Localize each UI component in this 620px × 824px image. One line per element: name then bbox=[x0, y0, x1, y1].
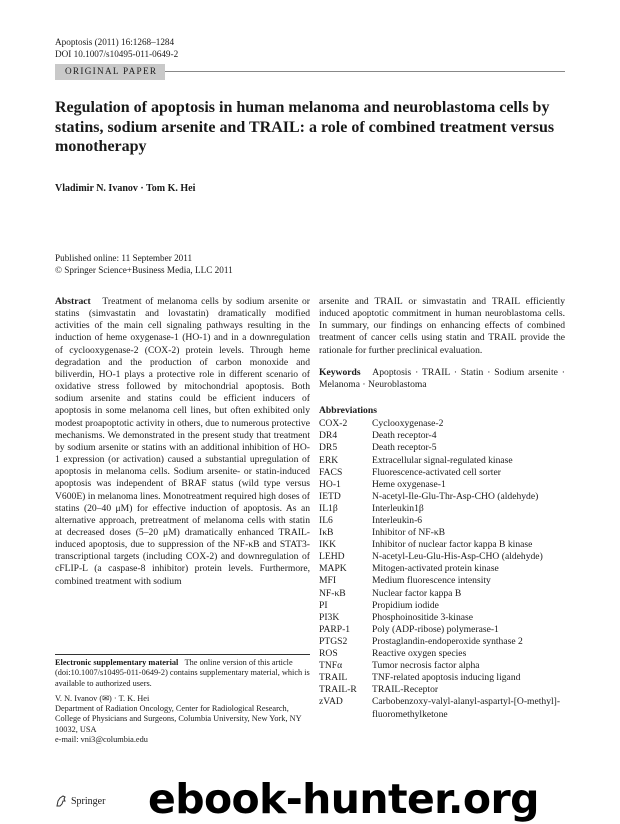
article-title: Regulation of apoptosis in human melanoma and neuroblastoma cells by statins, sodium arsenite and TRAIL: a role of combined treatment versus monotherapy bbox=[55, 99, 555, 155]
abbreviation-row bbox=[319, 696, 565, 720]
abbreviation-term: IKK bbox=[319, 539, 337, 551]
section-band bbox=[55, 64, 565, 80]
publication-info bbox=[55, 252, 233, 276]
abbreviation-term: HO-1 bbox=[319, 478, 341, 490]
abbreviation-row bbox=[319, 442, 565, 454]
abbreviation-term: MFI bbox=[319, 575, 337, 587]
watermark: ebook-hunter.org bbox=[148, 775, 539, 823]
abbreviation-row bbox=[319, 563, 565, 575]
abbreviation-definition: TNF-related apoptosis inducing ligand bbox=[372, 672, 521, 684]
footnotes bbox=[55, 654, 310, 745]
abbreviation-row bbox=[319, 660, 565, 672]
abbreviation-definition: Medium fluorescence intensity bbox=[372, 575, 491, 587]
abbreviation-row bbox=[319, 418, 565, 430]
abstract-continued: arsenite and TRAIL or simvastatin and TRAIL efficiently induced apoptotic commitment in human neuroblastoma cells. In summary, our findings on enhancing effects of combined treatment of cancer cells using statin and TRAIL provide the rationale for further preclinical evaluation. bbox=[319, 296, 565, 356]
abbreviation-definition: Propidium iodide bbox=[372, 599, 439, 611]
abbreviation-term: IL6 bbox=[319, 515, 333, 526]
abbreviation-row bbox=[319, 515, 565, 527]
abbreviation-definition: Carbobenzoxy-valyl-alanyl-aspartyl-[O-methyl]-fluoromethylketone bbox=[372, 696, 561, 720]
doi: DOI 10.1007/s10495-011-0649-2 bbox=[55, 48, 179, 59]
affiliation-email: e-mail: vni3@columbia.edu bbox=[55, 735, 148, 745]
abbreviations-list bbox=[319, 418, 565, 720]
abbreviation-term: LEHD bbox=[319, 551, 345, 563]
springer-label: Springer bbox=[71, 795, 106, 807]
left-column bbox=[55, 296, 310, 588]
abbreviation-term: TRAIL-R bbox=[319, 684, 357, 696]
abbreviation-definition: Phosphoinositide 3-kinase bbox=[372, 611, 473, 623]
abbreviation-definition: Interleukin-6 bbox=[372, 515, 423, 526]
abbreviation-term: TNFα bbox=[319, 660, 343, 672]
abbreviation-definition: Interleukin1β bbox=[372, 502, 424, 514]
abstract-label: Abstract bbox=[55, 296, 91, 307]
abbreviations-heading: Abbreviations bbox=[319, 405, 377, 417]
abbreviation-definition: Reactive oxygen species bbox=[372, 648, 467, 660]
abbreviation-term: IETD bbox=[319, 490, 341, 502]
affiliation-dept: Department of Radiation Oncology, Center for Radiological Research, College of Physicians and Surgeons, Columbia University, New York, NY 10032, USA bbox=[55, 704, 302, 734]
keywords bbox=[319, 367, 565, 391]
esm-text: The online version of this article (doi:10.1007/s10495-011-0649-2) contains supplementary material, which is available to authorized users. bbox=[55, 658, 310, 688]
abbreviation-term: ERK bbox=[319, 454, 339, 466]
abbreviation-term: NF-κB bbox=[319, 587, 346, 599]
keywords-label: Keywords bbox=[319, 366, 361, 378]
abbreviation-term: COX-2 bbox=[319, 418, 348, 430]
abbreviation-row bbox=[319, 648, 565, 660]
abbreviation-definition: N-acetyl-Ile-Glu-Thr-Asp-CHO (aldehyde) bbox=[372, 490, 539, 502]
affiliation bbox=[55, 694, 310, 745]
abbreviation-term: DR4 bbox=[319, 430, 338, 442]
abbreviation-term: DR5 bbox=[319, 442, 338, 454]
keywords-text: Apoptosis · TRAIL · Statin · Sodium arsenite · Melanoma · Neuroblastoma bbox=[319, 366, 565, 390]
abbreviation-term: ROS bbox=[319, 648, 338, 660]
abstract-text: Treatment of melanoma cells by sodium arsenite or statins (simvastatin and lovastatin) dramatically modified activities of the main cell signaling pathways resulting in the induction of heme oxygenase-1 (HO-1) and in a downregulation of cyclooxygenase-2 (COX-2) protein levels. Through heme degradation and the production of carbon monoxide and biliverdin, HO-1 plays a protective role in different scenario of oxidative stress followed by mitochondrial apoptosis. Both sodium arsenite and statins could be efficient inducers of apoptosis in some melanoma cell lines, but often exhibited only modest proapoptotic activity in others, due to numerous protective mechanisms. We demonstrated in the present study that treatment by sodium arsenite or statins with an additional inhibition of HO-1 expression (or activation) caused a substantial upregulation of apoptosis in melanoma cells. Sodium arsenite- or statin-induced apoptosis was independent of BRAF status (wild type versus V600E) in melanoma lines. Monotreatment required high doses of statins (20–40 μM) for effective induction of apoptosis. As an alternative approach, pretreatment of melanoma cells with statin at decreased doses (5–20 μM) dramatically enhanced TRAIL-induced apoptosis, due to suppression of the NF-κB and STAT3-transcriptional targets (including COX-2) and downregulation of cFLIP-L (a caspase-8 inhibitor) protein levels. Furthermore, combined treatment with sodium bbox=[55, 296, 310, 587]
abstract bbox=[55, 296, 310, 588]
springer-horse-icon bbox=[55, 795, 67, 807]
abbreviation-row bbox=[319, 491, 565, 503]
abbreviation-term: PI bbox=[319, 599, 328, 611]
abbreviation-row bbox=[319, 672, 565, 684]
journal-header bbox=[55, 37, 178, 60]
abbreviation-row bbox=[319, 624, 565, 636]
abbreviation-row bbox=[319, 588, 565, 600]
abbreviation-definition: Death receptor-5 bbox=[372, 442, 437, 454]
authors: Vladimir N. Ivanov · Tom K. Hei bbox=[55, 183, 196, 194]
abbreviation-row bbox=[319, 551, 565, 563]
abbreviation-row bbox=[319, 636, 565, 648]
abbreviation-term: TRAIL bbox=[319, 672, 348, 684]
published-online: Published online: 11 September 2011 bbox=[55, 253, 193, 263]
abbreviation-row bbox=[319, 684, 565, 696]
abbreviation-row bbox=[319, 539, 565, 551]
section-label: ORIGINAL PAPER bbox=[65, 66, 158, 76]
springer-footer bbox=[55, 795, 105, 807]
abbreviation-term: PTGS2 bbox=[319, 635, 348, 647]
abbreviation-definition: Poly (ADP-ribose) polymerase-1 bbox=[372, 623, 499, 635]
abbreviation-definition: Fluorescence-activated cell sorter bbox=[372, 466, 501, 478]
affiliation-names: V. N. Ivanov (✉) · T. K. Hei bbox=[55, 693, 150, 703]
abbreviation-row bbox=[319, 503, 565, 515]
abbreviation-term: PARP-1 bbox=[319, 623, 351, 635]
abbreviation-definition: Mitogen-activated protein kinase bbox=[372, 563, 499, 575]
abbreviation-definition: Inhibitor of nuclear factor kappa B kinase bbox=[372, 539, 533, 551]
copyright: © Springer Science+Business Media, LLC 2011 bbox=[55, 265, 233, 275]
abbreviation-row bbox=[319, 600, 565, 612]
abbreviation-term: zVAD bbox=[319, 696, 343, 708]
abbreviation-term: IκB bbox=[319, 527, 334, 539]
abbreviation-row bbox=[319, 467, 565, 479]
abbreviation-term: IL1β bbox=[319, 502, 338, 514]
abbreviation-definition: Nuclear factor kappa B bbox=[372, 587, 462, 599]
abbreviation-definition: N-acetyl-Leu-Glu-His-Asp-CHO (aldehyde) bbox=[372, 551, 543, 563]
abbreviation-term: PI3K bbox=[319, 611, 340, 623]
abbreviation-definition: Death receptor-4 bbox=[372, 430, 437, 442]
abbreviation-row bbox=[319, 479, 565, 491]
esm-label: Electronic supplementary material bbox=[55, 658, 179, 667]
abbreviation-term: MAPK bbox=[319, 563, 347, 575]
abbreviation-row bbox=[319, 575, 565, 587]
abbreviation-definition: Inhibitor of NF-κB bbox=[372, 527, 446, 539]
abbreviation-row bbox=[319, 612, 565, 624]
abbreviation-row bbox=[319, 430, 565, 442]
journal-citation: Apoptosis (2011) 16:1268–1284 bbox=[55, 37, 175, 47]
abbreviation-definition: Heme oxygenase-1 bbox=[372, 478, 446, 490]
abbreviation-definition: Cyclooxygenase-2 bbox=[372, 418, 444, 430]
abbreviation-term: FACS bbox=[319, 466, 343, 478]
abbreviation-definition: Tumor necrosis factor alpha bbox=[372, 660, 480, 672]
right-column bbox=[319, 296, 565, 721]
abbreviation-row bbox=[319, 455, 565, 467]
abbreviation-definition: TRAIL-Receptor bbox=[372, 684, 439, 696]
abbreviation-definition: Extracellular signal-regulated kinase bbox=[372, 454, 513, 466]
abbreviation-definition: Prostaglandin-endoperoxide synthase 2 bbox=[372, 635, 523, 647]
esm-note bbox=[55, 658, 310, 689]
abbreviation-row bbox=[319, 527, 565, 539]
